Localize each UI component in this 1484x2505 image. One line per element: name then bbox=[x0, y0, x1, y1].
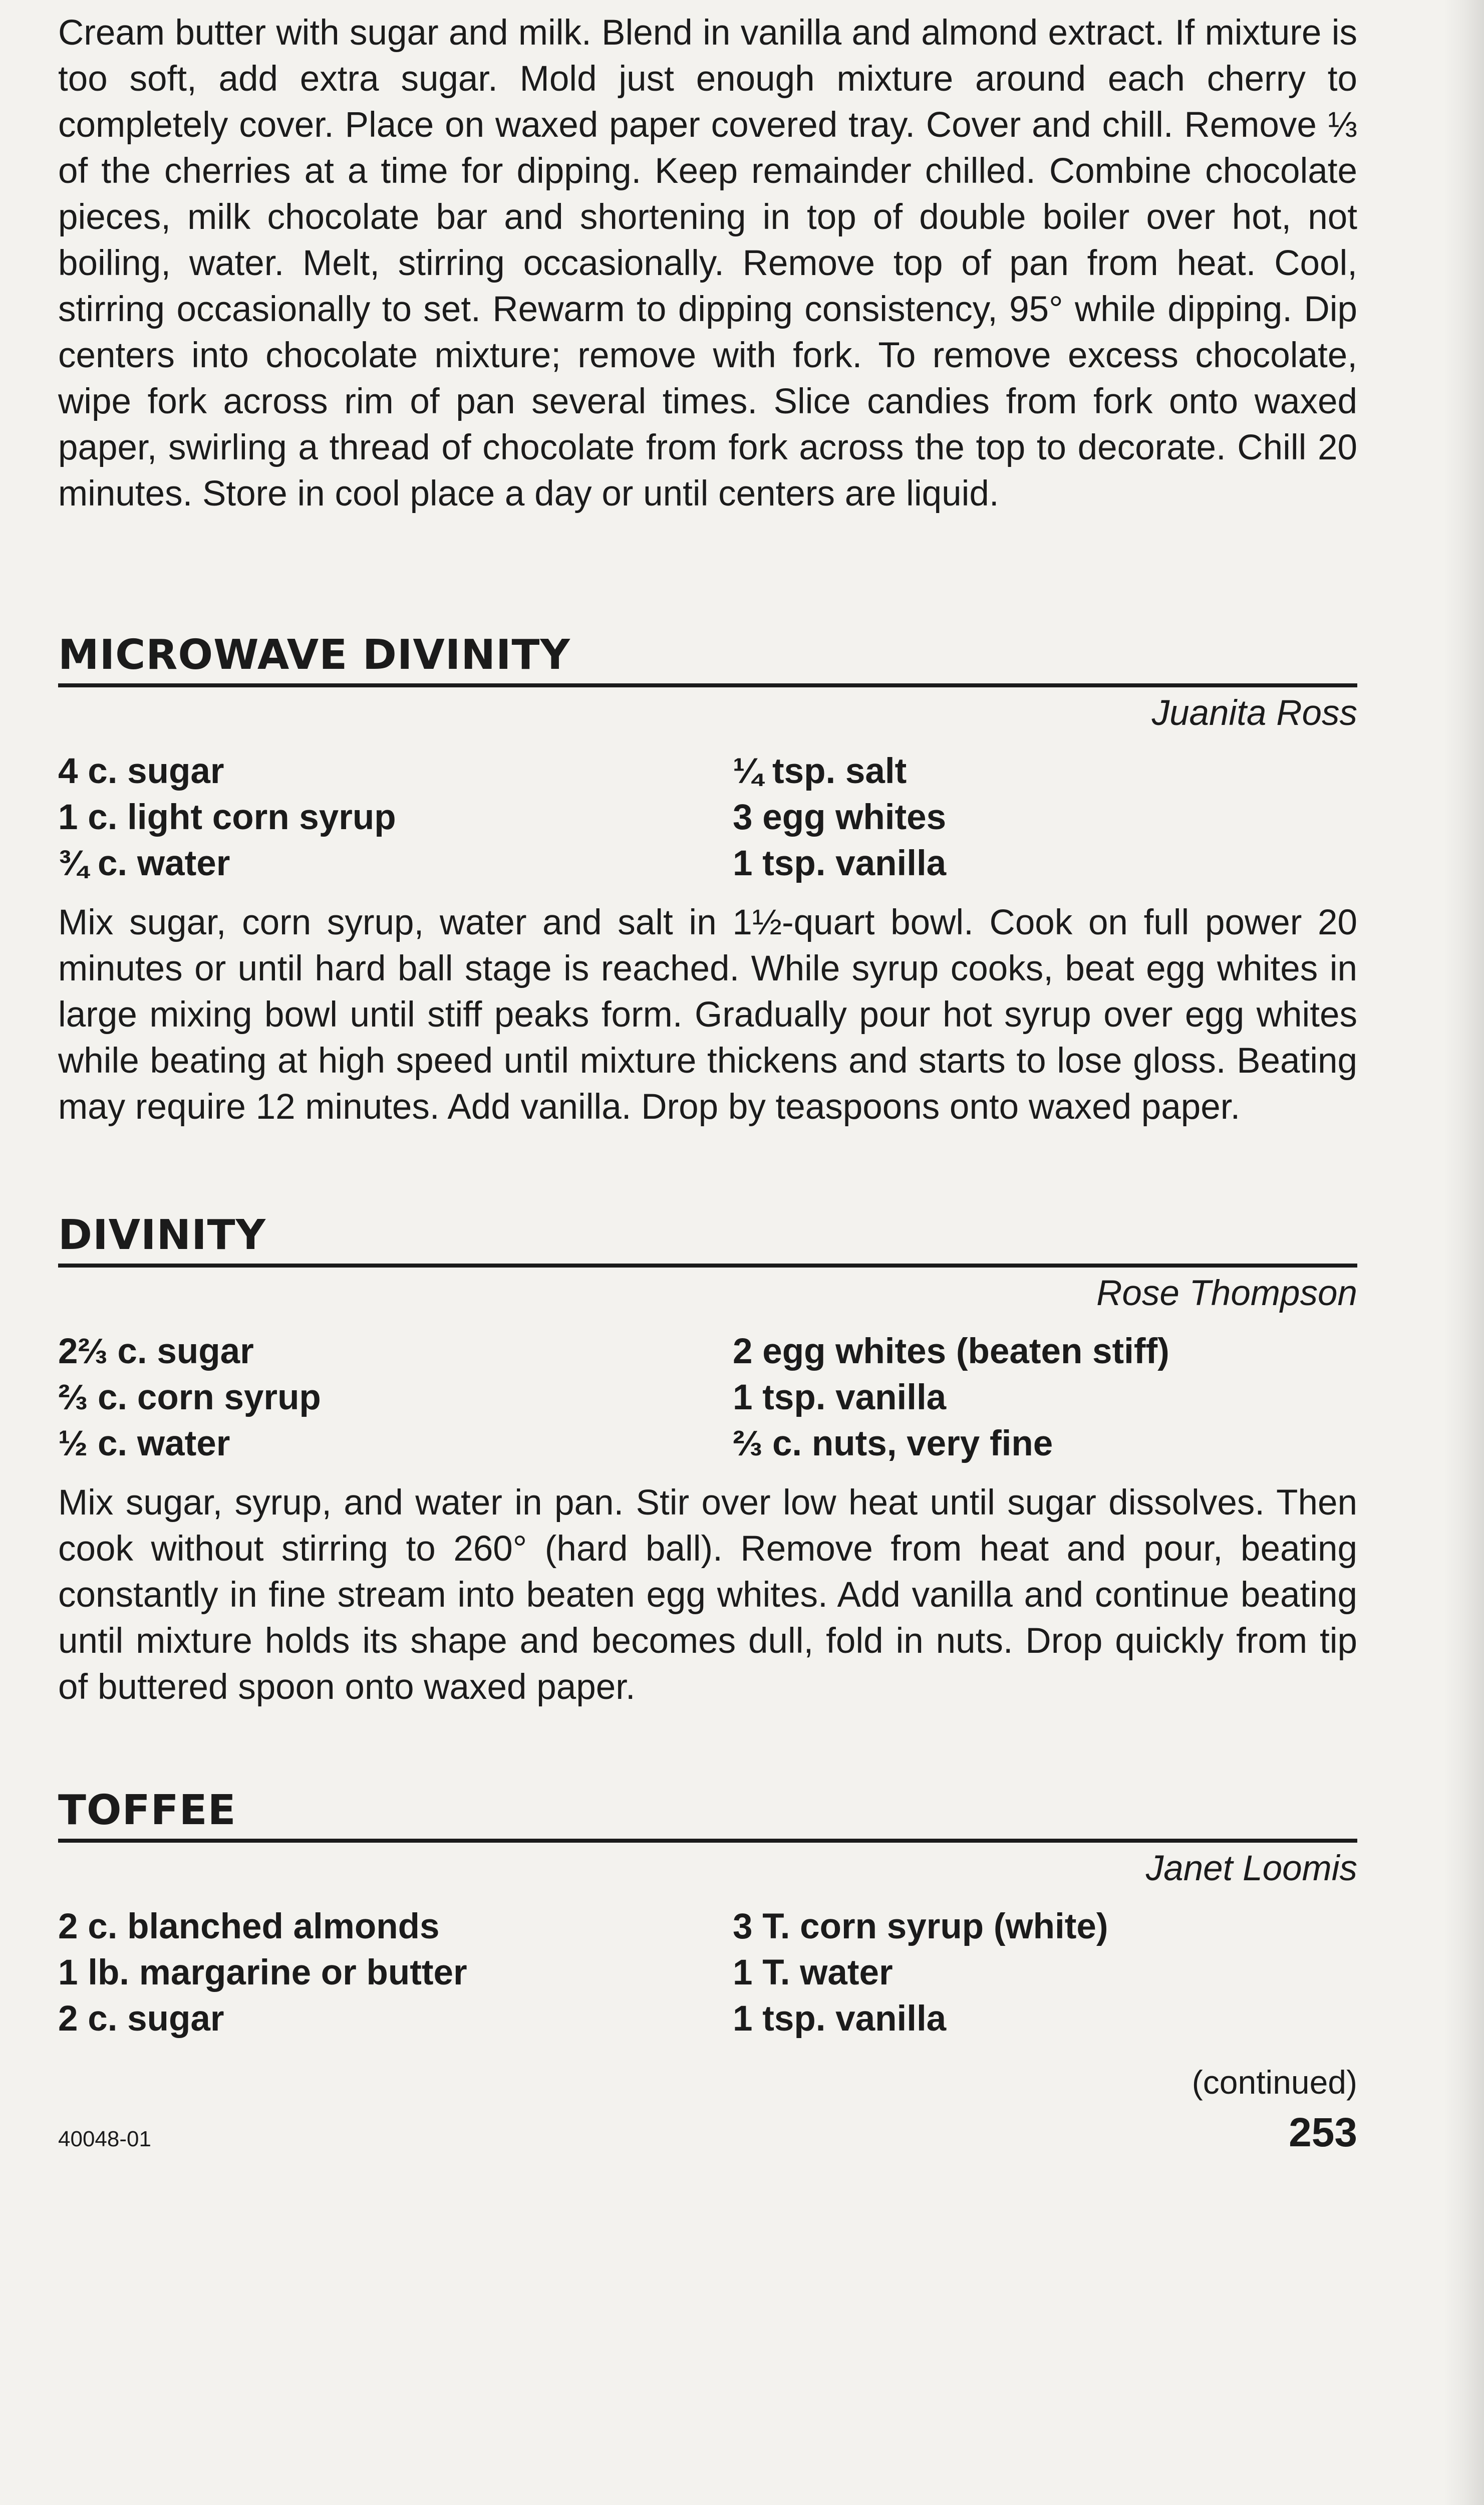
ingredient: 1 c. light corn syrup bbox=[58, 798, 396, 837]
ingredient: 2 egg whites (beaten stiff) bbox=[733, 1332, 1169, 1371]
ingredient: ⅔ c. corn syrup bbox=[58, 1378, 321, 1417]
recipe-toffee bbox=[58, 1786, 1357, 2105]
ingredient: 1 lb. margarine or butter bbox=[58, 1953, 467, 1992]
ingredient: 1 T. water bbox=[733, 1953, 893, 1992]
ingredient-column-right bbox=[733, 1329, 1169, 1467]
ingredient: 3 T. corn syrup (white) bbox=[733, 1907, 1108, 1946]
ingredient-column-right bbox=[733, 1904, 1108, 2042]
page-number: 253 bbox=[1289, 2110, 1357, 2155]
ingredient: ¼ tsp. salt bbox=[733, 752, 907, 791]
recipe-author: Janet Loomis bbox=[1145, 1849, 1357, 1888]
ingredient-list bbox=[58, 1904, 1357, 2042]
ingredient-column-right bbox=[733, 748, 946, 887]
ingredient: 1 tsp. vanilla bbox=[733, 1999, 947, 2039]
recipe-author: Rose Thompson bbox=[1096, 1274, 1357, 1313]
page-edge-shadow bbox=[1444, 0, 1484, 2505]
ingredient: 2 c. sugar bbox=[58, 1999, 224, 2039]
recipe-title: MICROWAVE DIVINITY bbox=[58, 630, 1357, 687]
page-footer bbox=[58, 2109, 1357, 2156]
recipe-directions: Mix sugar, syrup, and water in pan. Stir over low heat until sugar dissolves. Then cook without stirring to 260° (hard ball). Remove from heat and pour, beating constantly in fine stream into beaten egg whites. Add vanilla and continue beating until mixture holds its shape and becomes dull, fold in nuts. Drop quickly from tip of buttered spoon onto waxed paper. bbox=[58, 1483, 1357, 1707]
ingredient-list bbox=[58, 1329, 1357, 1467]
ingredient: ⅔ c. nuts, very fine bbox=[733, 1424, 1053, 1463]
cookbook-page bbox=[58, 0, 1357, 2156]
ingredient: 3 egg whites bbox=[733, 798, 947, 837]
ingredient-column-left bbox=[58, 748, 733, 887]
print-code: 40048-01 bbox=[58, 2127, 151, 2151]
ingredient-column-left bbox=[58, 1904, 733, 2042]
ingredient: 2 c. blanched almonds bbox=[58, 1907, 440, 1946]
intro-paragraph: Cream butter with sugar and milk. Blend in vanilla and almond extract. If mixture is too soft, add extra sugar. Mold just enough mixture around each cherry to completely cover. Place on waxed paper covered tray. Cover and chill. Remove ⅓ of the cherries at a time for dipping. Keep remainder chilled. Combine chocolate pieces, milk chocolate bar and shortening in top of double boiler over hot, not boiling, water. Melt, stirring occasionally. Remove top of pan from heat. Cool, stirring occasionally to set. Rewarm to dipping consistency, 95° while dipping. Dip centers into chocolate mixture; remove with fork. To remove excess chocolate, wipe fork across rim of pan several times. Slice candies from fork onto waxed paper, swirling a thread of chocolate from fork across the top to decorate. Chill 20 minutes. Store in cool place a day or until centers are liquid. bbox=[58, 13, 1357, 514]
continued-note: (continued) bbox=[1192, 2064, 1357, 2101]
recipe-directions: Mix sugar, corn syrup, water and salt in 1½-quart bowl. Cook on full power 20 minutes or until hard ball stage is reached. While syrup cooks, beat egg whites in large mixing bowl until stiff peaks form. Gradually pour hot syrup over egg whites while beating at high speed until mixture thickens and starts to lose gloss. Beating may require 12 minutes. Add vanilla. Drop by teaspoons onto waxed paper. bbox=[58, 903, 1357, 1127]
recipe-divinity bbox=[58, 1210, 1357, 1710]
recipe-title: TOFFEE bbox=[58, 1786, 1357, 1843]
ingredient-column-left bbox=[58, 1329, 733, 1467]
ingredient: 2⅔ c. sugar bbox=[58, 1332, 254, 1371]
ingredient: ½ c. water bbox=[58, 1424, 230, 1463]
ingredient: 1 tsp. vanilla bbox=[733, 1378, 947, 1417]
ingredient: ¾ c. water bbox=[58, 844, 230, 883]
ingredient-list bbox=[58, 748, 1357, 887]
ingredient: 1 tsp. vanilla bbox=[733, 844, 947, 883]
recipe-microwave-divinity bbox=[58, 630, 1357, 1130]
ingredient: 4 c. sugar bbox=[58, 752, 224, 791]
recipe-title: DIVINITY bbox=[58, 1210, 1357, 1268]
recipe-author: Juanita Ross bbox=[1151, 693, 1357, 733]
